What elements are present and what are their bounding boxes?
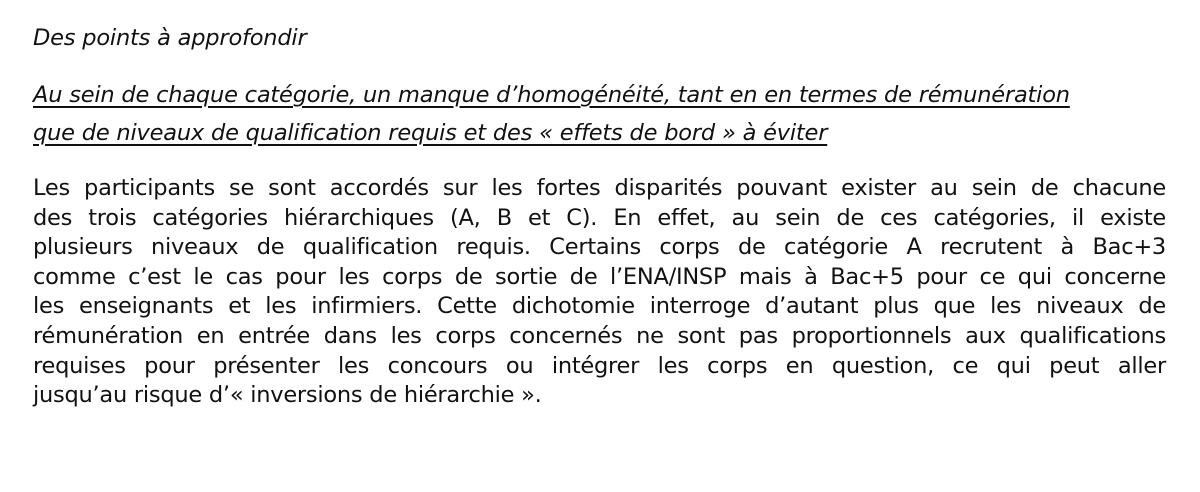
paragraph-line: plusieurs niveaux de qualification requis. Certains corps de catégorie A recrutent à Bac+3 <box>33 234 1166 261</box>
paragraph-line: les enseignants et les infirmiers. Cette dichotomie interroge d’autant plus que les niveaux de <box>33 293 1166 320</box>
subheading-line: que de niveaux de qualification requis et des « effets de bord » à éviter <box>33 120 828 146</box>
paragraph-line: comme c’est le cas pour les corps de sortie de l’ENA/INSP mais à Bac+5 pour ce qui concerne <box>33 263 1166 290</box>
paragraph-line: jusqu’au risque d’« inversions de hiérarchie ». <box>33 382 542 409</box>
paragraph-line: rémunération en entrée dans les corps concernés ne sont pas proportionnels aux qualifications <box>33 322 1166 349</box>
paragraph-line: requises pour présenter les concours ou intégrer les corps en question, ce qui peut aller <box>33 352 1166 379</box>
section-heading: Des points à approfondir <box>33 25 307 51</box>
document-page <box>33 22 1166 411</box>
paragraph-line: Les participants se sont accordés sur les fortes disparités pouvant exister au sein de chacune <box>33 175 1166 201</box>
body-paragraph <box>33 174 1166 411</box>
subheading-line: Au sein de chaque catégorie, un manque d’homogénéité, tant en en termes de rémunération <box>33 82 1070 108</box>
section-subheading <box>33 76 1166 152</box>
paragraph-line: des trois catégories hiérarchiques (A, B et C). En effet, au sein de ces catégories, il existe <box>33 204 1166 231</box>
